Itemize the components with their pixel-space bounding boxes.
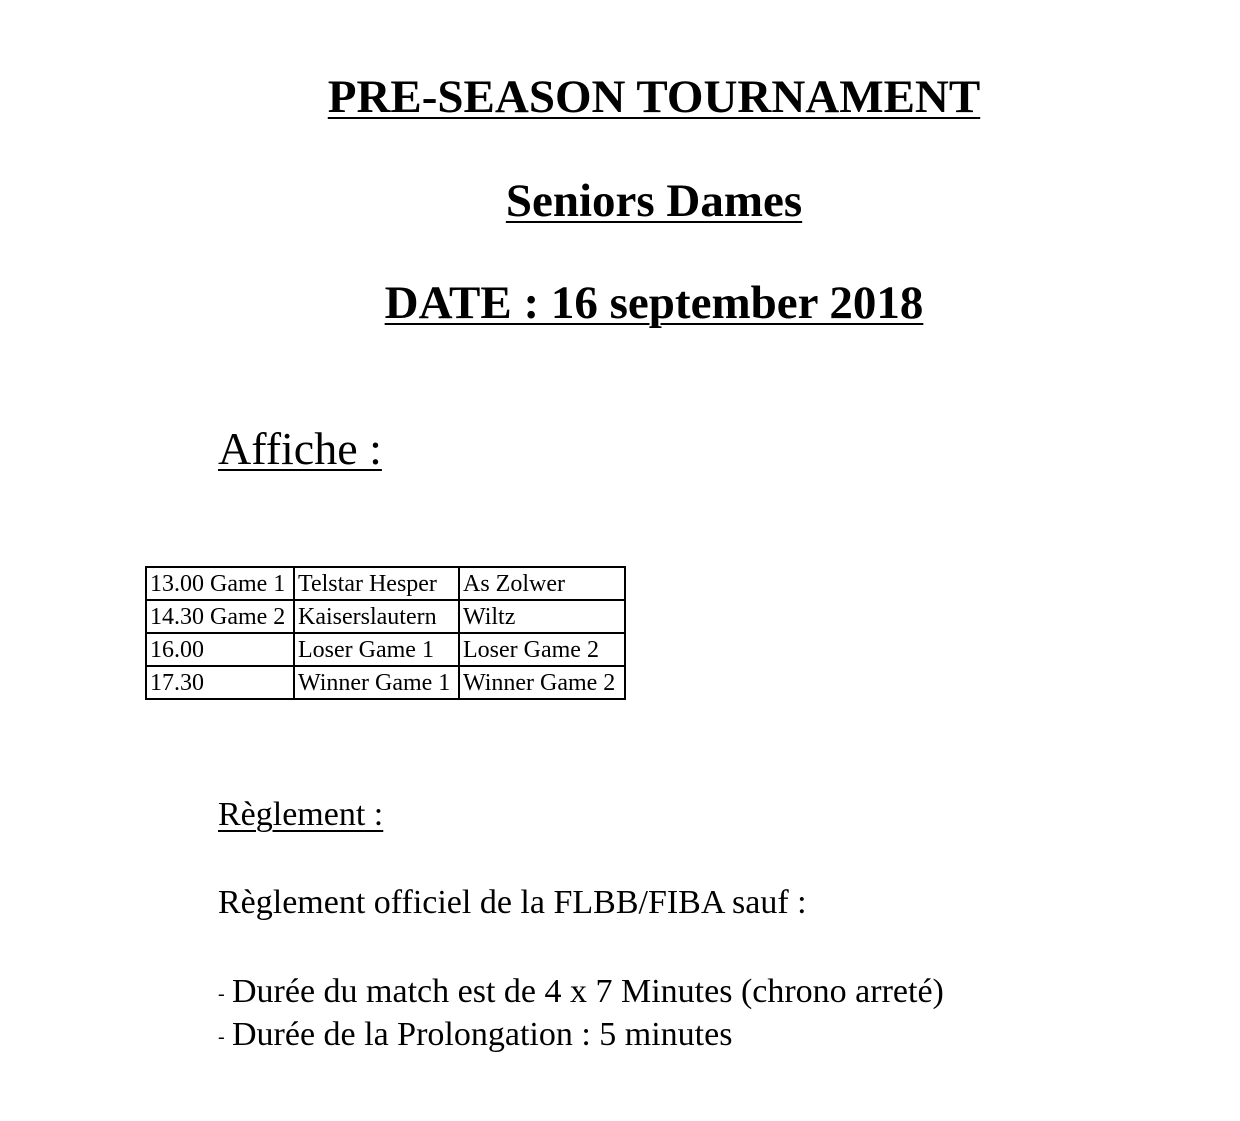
table-row	[146, 567, 625, 600]
table-cell-team-a: Loser Game 1	[294, 633, 459, 666]
rules-intro: Règlement officiel de la FLBB/FIBA sauf :	[218, 884, 807, 921]
table-row	[146, 600, 625, 633]
rules-heading: Règlement :	[218, 796, 384, 833]
schedule-table	[145, 566, 626, 700]
rule-item	[218, 973, 944, 1011]
table-row	[146, 633, 625, 666]
affiche-heading: Affiche :	[218, 423, 382, 474]
rule-item-text: Durée du match est de 4 x 7 Minutes (chrono arreté)	[232, 973, 944, 1010]
event-date: DATE : 16 september 2018	[384, 277, 924, 329]
table-cell-team-a: Kaiserslautern	[294, 600, 459, 633]
table-cell-team-b: Loser Game 2	[459, 633, 625, 666]
table-cell-team-b: As Zolwer	[459, 567, 625, 600]
rule-item-text: Durée de la Prolongation : 5 minutes	[232, 1016, 733, 1053]
table-cell-team-b: Winner Game 2	[459, 666, 625, 699]
bullet-dash: -	[218, 982, 225, 1005]
page-subtitle: Seniors Dames	[505, 175, 803, 227]
bullet-dash: -	[218, 1025, 225, 1048]
table-cell-team-b: Wiltz	[459, 600, 625, 633]
table-cell-time: 16.00	[146, 633, 294, 666]
table-cell-team-a: Winner Game 1	[294, 666, 459, 699]
table-cell-time: 13.00 Game 1	[146, 567, 294, 600]
table-cell-team-a: Telstar Hesper	[294, 567, 459, 600]
table-cell-time: 17.30	[146, 666, 294, 699]
rule-item	[218, 1016, 732, 1054]
table-cell-time: 14.30 Game 2	[146, 600, 294, 633]
page-title: PRE-SEASON TOURNAMENT	[327, 71, 981, 123]
table-row	[146, 666, 625, 699]
